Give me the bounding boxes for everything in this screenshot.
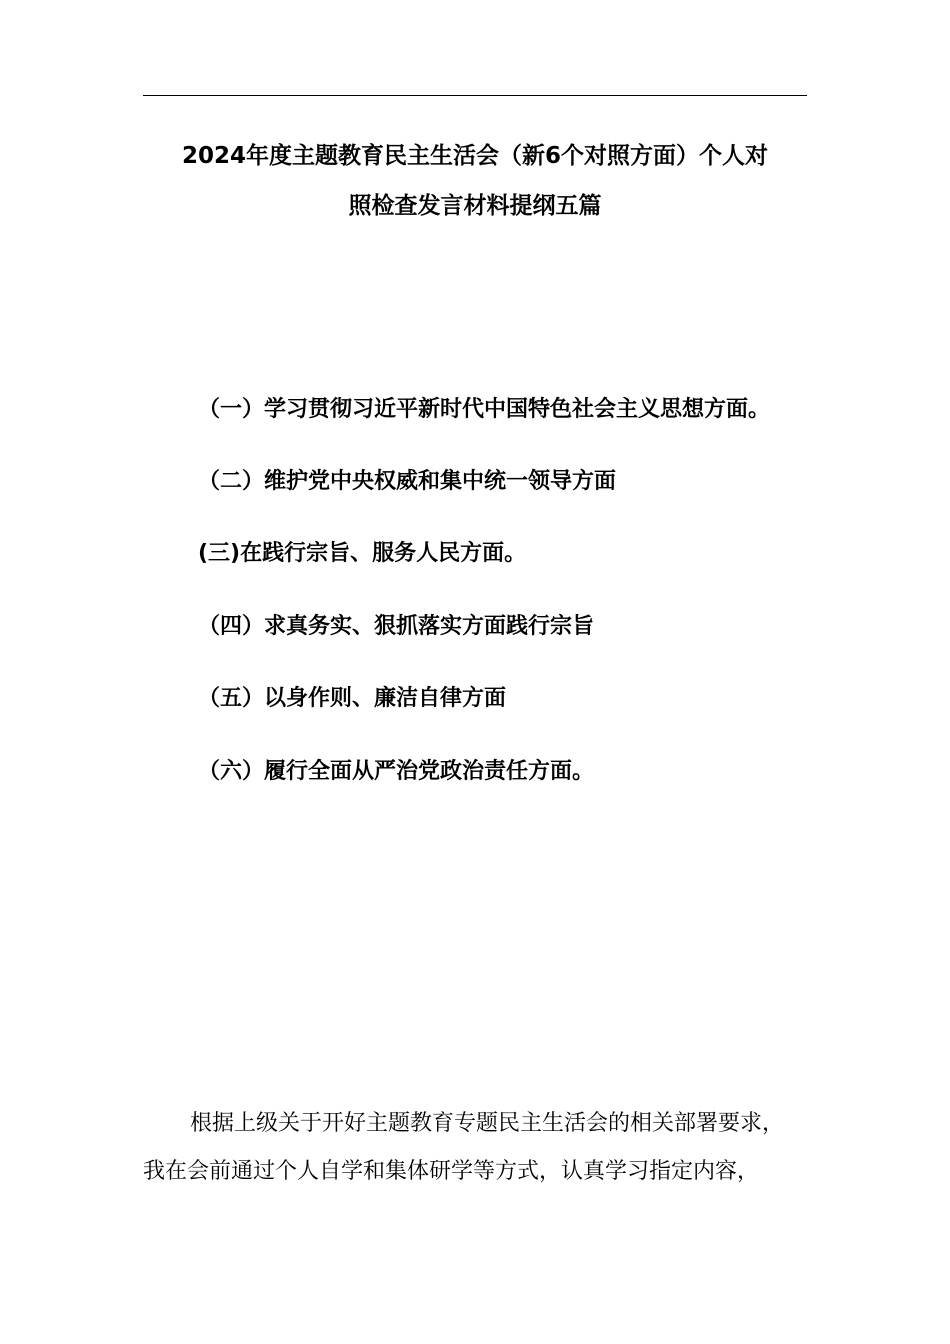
body-paragraph xyxy=(143,1100,823,1196)
outline-item-5: （五）以身作则、廉洁自律方面 xyxy=(198,686,507,711)
header-rule xyxy=(143,95,807,96)
body-line-1: 根据上级关于开好主题教育专题民主生活会的相关部署要求， xyxy=(190,1111,785,1136)
title-line-2: 照检查发言材料提纲五篇 xyxy=(348,193,602,219)
title-line-1: 2024年度主题教育民主生活会（新6个对照方面）个人对 xyxy=(181,143,769,169)
outline-item-2: （二）维护党中央权威和集中统一领导方面 xyxy=(198,469,617,494)
body-line-2: 我在会前通过个人自学和集体研学等方式，认真学习指定内容， xyxy=(143,1159,760,1184)
document-title xyxy=(143,131,807,231)
outline-item-1: （一）学习贯彻习近平新时代中国特色社会主义思想方面。 xyxy=(198,397,771,422)
outline-item-3: (三)在践行宗旨、服务人民方面。 xyxy=(198,541,527,566)
outline-item-6: （六）履行全面从严治党政治责任方面。 xyxy=(198,759,595,784)
outline-item-4: （四）求真务实、狠抓落实方面践行宗旨 xyxy=(198,614,595,639)
